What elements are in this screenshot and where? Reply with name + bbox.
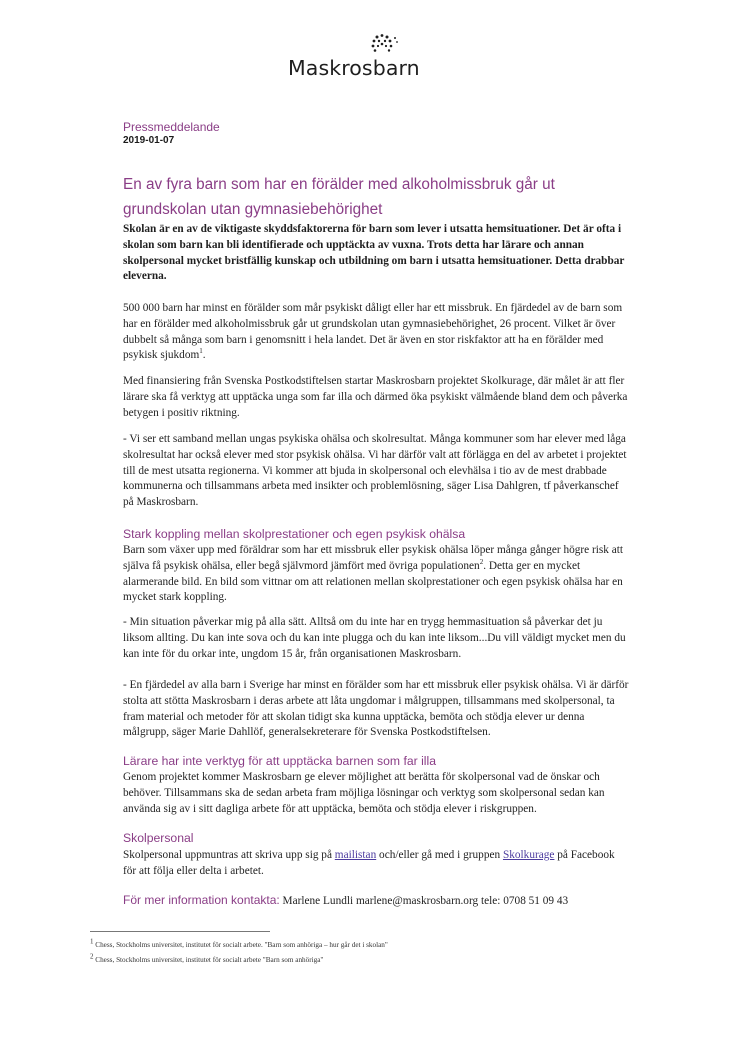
press-release-label: Pressmeddelande (123, 120, 220, 134)
page-title: En av fyra barn som har en förälder med alkoholmissbruk går ut grundskolan utan gymnasiebehörighet (123, 176, 555, 218)
release-date: 2019-01-07 (123, 135, 175, 146)
footnote-1: $^1$ Chess, Stockholms universitet, institutet för socialt arbete. "Barn som anhöriga – hur går det i skolan" (90, 937, 388, 949)
skolkurage-link[interactable]: Skolkurage (502, 849, 555, 861)
body-paragraph-1: 500 000 barn har minst en förälder som mår psykiskt dåligt eller har ett missbruk. En fjärdedel av de barn som har en förälder med alkoholmissbruk går ut grundskolan utan gymnasiebehörighet, 26 procent. Vilket är över dubbelt så många som barn i genomsnitt i hela landet. Det är även en stor riskfaktor att ha en förälder med psykisk sjukdom$^1$. (123, 302, 623, 362)
section1-paragraph-1: Barn som växer upp med föräldrar som har ett missbruk eller psykisk ohälsa löper många gånger högre risk att själva få psykisk ohälsa, eller begå självmord jämfört med övriga populationen$^2$. Detta ger en mycket alarmerande bild. En bild som vittnar om att relationen mellan skolprestationer och egen psykisk ohälsa har en mycket stark koppling. (123, 544, 624, 604)
contact-line (123, 893, 643, 907)
footnote-ref-2: 2 (479, 558, 484, 567)
section-heading-stark-koppling: Stark koppling mellan skolprestationer och egen psykisk ohälsa (123, 527, 466, 541)
quote-marie-dahllof: - En fjärdedel av alla barn i Sverige har minst en förälder som har ett missbruk eller psykisk ohälsa. Vi är därför stolta att stötta Maskrosbarn i deras arbete att låta ungdomar i målgruppen, tillsammans med skolpersonal, ta fram material och metoder för att skolan tidigt ska kunna upptäcka, bemöta och stödja elever ur denna målgrupp, säger Marie Dahllöf, generalsekreterare för Svenska Postkodstiftelsen. (123, 679, 629, 739)
quote-lisa-dahlgren: - Vi ser ett samband mellan ungas psykiska ohälsa och skolresultat. Många kommuner som har elever med låga skolresultat har också elever med stor psykisk ohälsa. Vi har därför valt att förlägga en del av arbetet i projektet till de mest utsatta regionerna. Vi kommer att bjuda in skolpersonal och elevhälsa i tio av de mest drabbade kommunerna och tillsammans arbeta med insikter och problemlösning, säger Lisa Dahlgren, tf påverkanschef på Maskrosbarn. (123, 433, 627, 509)
contact-details: Marlene Lundli marlene@maskrosbarn.org tele: 0708 51 09 43 (279, 895, 569, 907)
section-heading-skolpersonal: Skolpersonal (123, 831, 194, 845)
brand-name: Maskrosbarn (288, 56, 420, 80)
footnote-ref-1: 1 (199, 347, 203, 356)
section2-paragraph: Genom projektet kommer Maskrosbarn ge elever möjlighet att berätta för skolpersonal vad de önskar och behöver. Tillsammans ska de sedan arbeta fram möjliga lösningar och verktyg som skolpersonal sedan kan använda sig av i sitt dagliga arbete för att upptäcka, bemöta och stödja elever i riskgruppen. (123, 771, 605, 815)
lead-paragraph: Skolan är en av de viktigaste skyddsfaktorerna för barn som lever i utsatta hemsituationer. Det är ofta i skolan som barn kan bli identifierade och upptäckta av vuxna. Trots detta har lärare och annan skolpersonal mycket bristfällig kunskap och utbildning om barn i utsatta hemsituationer. Detta drabbar eleverna. (123, 223, 625, 283)
mailing-list-link[interactable]: mailistan (334, 849, 377, 861)
maskrosbarn-logo (288, 34, 448, 80)
dandelion-icon (370, 34, 412, 56)
footnote-2: $^2$ Chess, Stockholms universitet, institutet för socialt arbete "Barn som anhöriga" (90, 952, 324, 964)
contact-label: För mer information kontakta: (123, 893, 280, 907)
section3-paragraph: Skolpersonal uppmuntras att skriva upp sig på mailistan och/eller gå med i gruppen Skolkurage på Facebook för att följa eller delta i arbetet. (123, 849, 615, 877)
quote-youth: - Min situation påverkar mig på alla sätt. Alltså om du inte har en trygg hemmasituation så påverkar det ju liksom allting. Du kan inte sova och du kan inte plugga och du kan inte liksom...Du vill väldigt mycket men du kan inte för du orkar inte, ungdom 15 år, från organisationen Maskrosbarn. (123, 616, 626, 660)
footnote-divider (90, 931, 270, 932)
section-heading-larare: Lärare har inte verktyg för att upptäcka barnen som far illa (123, 754, 436, 768)
body-paragraph-2: Med finansiering från Svenska Postkodstiftelsen startar Maskrosbarn projektet Skolkurage, där målet är att fler lärare ska få verktyg att upptäcka unga som far illa och därmed öka psykiskt välmående bland dem och påverka betygen i positiv riktning. (123, 375, 628, 419)
